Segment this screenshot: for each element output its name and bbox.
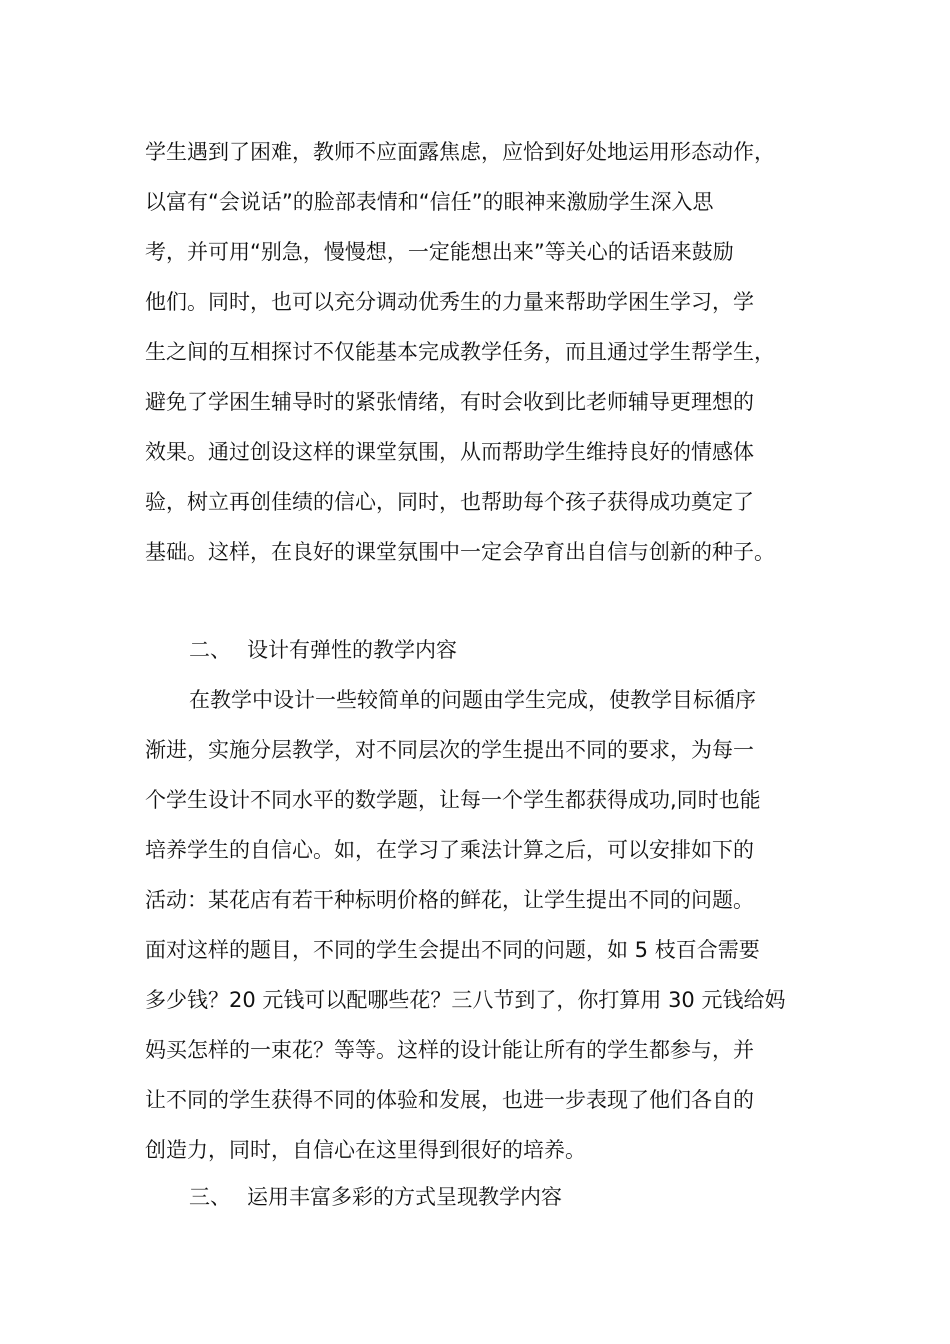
heading-title: 运用丰富多彩的方式呈现教学内容	[247, 1185, 562, 1209]
heading-line	[145, 625, 825, 675]
text-line: 在教学中设计一些较简单的问题由学生完成，使教学目标循序	[189, 688, 756, 712]
heading-title: 设计有弹性的教学内容	[247, 638, 457, 662]
text-line: 个学生设计不同水平的数学题，让每一个学生都获得成功,同时也能	[145, 788, 761, 812]
heading-number: 三、	[189, 1185, 231, 1209]
text-line: 他们。同时，也可以充分调动优秀生的力量来帮助学困生学习，学	[145, 290, 754, 314]
text-line: 学生遇到了困难，教师不应面露焦虑，应恰到好处地运用形态动作，	[145, 140, 775, 164]
text-line: 妈买怎样的一束花？等等。这样的设计能让所有的学生都参与，并	[145, 1038, 754, 1062]
paragraph-classroom-atmosphere	[145, 127, 825, 577]
text-line: 创造力，同时，自信心在这里得到很好的培养。	[145, 1138, 586, 1162]
text-line: 以富有“会说话”的脸部表情和“信任”的眼神来激励学生深入思	[145, 190, 714, 214]
heading-number: 二、	[189, 638, 231, 662]
text-line: 让不同的学生获得不同的体验和发展，也进一步表现了他们各自的	[145, 1088, 754, 1112]
text-line: 基础。这样，在良好的课堂氛围中一定会孕育出自信与创新的种子。	[145, 540, 775, 564]
text-line: 效果。通过创设这样的课堂氛围，从而帮助学生维持良好的情感体	[145, 440, 754, 464]
text-line: 避免了学困生辅导时的紧张情绪，有时会收到比老师辅导更理想的	[145, 390, 754, 414]
text-line: 活动：某花店有若干种标明价格的鲜花，让学生提出不同的问题。	[145, 888, 754, 912]
text-line: 培养学生的自信心。如，在学习了乘法计算之后，可以安排如下的	[145, 838, 754, 862]
text-line: 多少钱？20 元钱可以配哪些花？三八节到了，你打算用 30 元钱给妈	[145, 988, 786, 1012]
section-heading-3	[145, 1172, 825, 1222]
text-line: 面对这样的题目，不同的学生会提出不同的问题，如 5 枝百合需要	[145, 938, 760, 962]
heading-line	[145, 1172, 825, 1222]
section-heading-2	[145, 625, 825, 675]
paragraph-flexible-content	[145, 675, 825, 1175]
text-line: 生之间的互相探讨不仅能基本完成教学任务，而且通过学生帮学生，	[145, 340, 775, 364]
text-line: 考，并可用“别急，慢慢想，一定能想出来”等关心的话语来鼓励	[145, 240, 734, 264]
text-line: 验，树立再创佳绩的信心，同时，也帮助每个孩子获得成功奠定了	[145, 490, 754, 514]
text-line: 渐进，实施分层教学，对不同层次的学生提出不同的要求，为每一	[145, 738, 754, 762]
